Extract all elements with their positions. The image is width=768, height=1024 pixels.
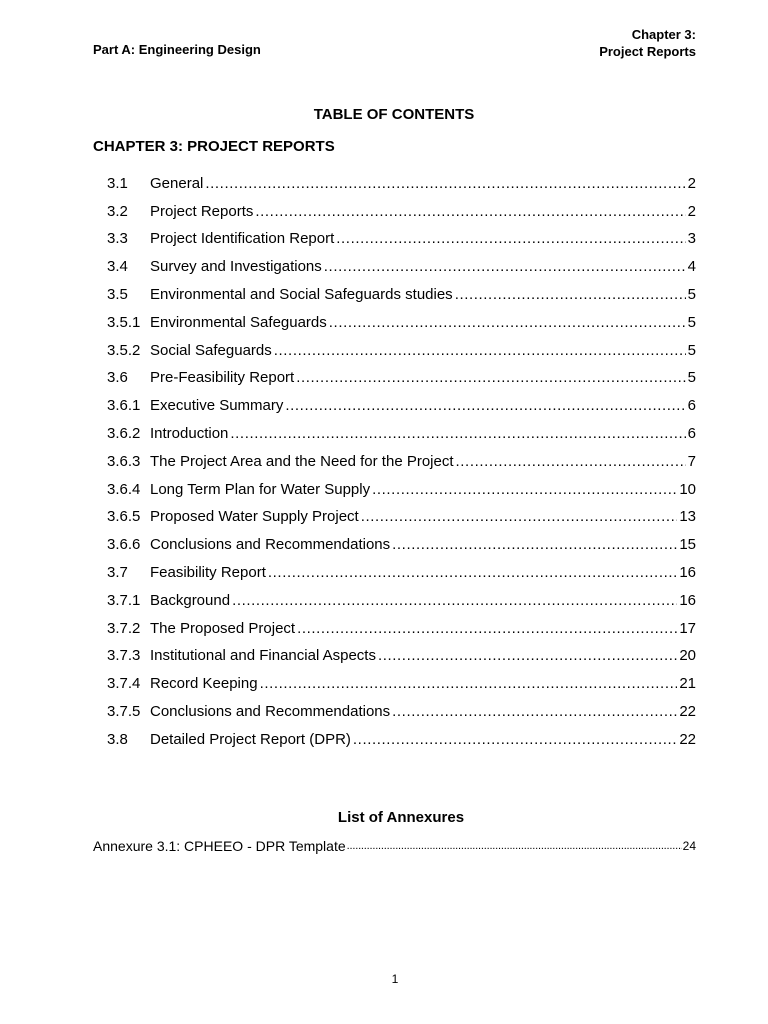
toc-entry-number: 3.8 bbox=[107, 730, 128, 748]
toc-entry[interactable] bbox=[107, 529, 696, 557]
toc-entry-number: 3.6.3 bbox=[107, 452, 141, 470]
header-chapter-title bbox=[599, 26, 696, 60]
toc-entry-number: 3.6.5 bbox=[107, 508, 141, 526]
toc-entry-number: 3.4 bbox=[107, 258, 128, 276]
toc-entry-label[interactable]: Conclusions and Recommendations bbox=[150, 536, 391, 554]
toc-entry-number: 3.5 bbox=[107, 285, 128, 303]
dot-leader bbox=[268, 561, 677, 585]
toc-entry-page-number: 6 bbox=[687, 397, 696, 415]
toc-entry[interactable] bbox=[107, 390, 696, 418]
toc-entry-label[interactable]: Survey and Investigations bbox=[150, 258, 322, 276]
toc-entry-label[interactable]: The Project Area and the Need for the Project bbox=[150, 452, 454, 470]
toc-entry[interactable] bbox=[107, 196, 696, 224]
toc-entry[interactable] bbox=[107, 724, 696, 752]
toc-entry-number: 3.7 bbox=[107, 563, 128, 581]
toc-entry-label[interactable]: General bbox=[150, 174, 204, 192]
annexures-title: List of Annexures bbox=[337, 809, 465, 826]
dot-leader bbox=[296, 366, 685, 390]
toc-entry-label[interactable]: Background bbox=[150, 591, 231, 609]
toc-entry-number: 3.5.2 bbox=[107, 341, 141, 359]
toc-entry-page-number: 20 bbox=[679, 647, 696, 665]
page-number: 1 bbox=[391, 972, 399, 986]
toc-entry[interactable] bbox=[107, 557, 696, 585]
toc-entry-label[interactable]: The Proposed Project bbox=[150, 619, 296, 637]
dot-leader bbox=[392, 700, 677, 724]
toc-entry-number: 3.6.1 bbox=[107, 397, 141, 415]
toc-entry-page-number: 16 bbox=[679, 563, 696, 581]
toc-entry[interactable] bbox=[107, 307, 696, 335]
dot-leader bbox=[297, 617, 677, 641]
toc-entry-label[interactable]: Environmental Safeguards bbox=[150, 313, 327, 331]
toc-title: TABLE OF CONTENTS bbox=[313, 106, 475, 123]
toc-entry-page-number: 21 bbox=[679, 675, 696, 693]
toc-entry[interactable] bbox=[107, 224, 696, 252]
toc-entry[interactable] bbox=[107, 251, 696, 279]
toc-entry-label[interactable]: Institutional and Financial Aspects bbox=[150, 647, 376, 665]
toc-entry-number: 3.7.3 bbox=[107, 647, 141, 665]
toc-entry-page-number: 10 bbox=[679, 480, 696, 498]
toc-entry-number: 3.7.1 bbox=[107, 591, 141, 609]
toc-entry[interactable] bbox=[107, 474, 696, 502]
toc-entry-label[interactable]: Executive Summary bbox=[150, 397, 284, 415]
toc-entry-label[interactable]: Social Safeguards bbox=[150, 341, 272, 359]
toc-list bbox=[107, 168, 696, 752]
dot-leader bbox=[392, 533, 677, 557]
dot-leader bbox=[456, 450, 686, 474]
annexure-entry[interactable] bbox=[93, 836, 696, 856]
dot-leader bbox=[232, 589, 677, 613]
toc-entry-label[interactable]: Feasibility Report bbox=[150, 563, 266, 581]
dot-leader bbox=[260, 672, 678, 696]
toc-entry-page-number: 5 bbox=[687, 313, 696, 331]
chapter-heading: CHAPTER 3: PROJECT REPORTS bbox=[93, 138, 335, 155]
toc-entry-label[interactable]: Project Reports bbox=[150, 202, 254, 220]
toc-entry-page-number: 7 bbox=[687, 452, 696, 470]
toc-entry-number: 3.1 bbox=[107, 174, 128, 192]
dot-leader bbox=[205, 172, 685, 196]
dot-leader bbox=[285, 394, 685, 418]
toc-entry-page-number: 5 bbox=[687, 341, 696, 359]
dot-leader bbox=[455, 283, 686, 307]
toc-entry-page-number: 17 bbox=[679, 619, 696, 637]
toc-entry[interactable] bbox=[107, 613, 696, 641]
toc-entry-number: 3.7.4 bbox=[107, 675, 141, 693]
toc-entry-number: 3.2 bbox=[107, 202, 128, 220]
toc-entry-number: 3.6 bbox=[107, 369, 128, 387]
toc-entry-number: 3.7.2 bbox=[107, 619, 141, 637]
dot-leader bbox=[329, 311, 686, 335]
toc-entry-number: 3.3 bbox=[107, 230, 128, 248]
toc-entry-label[interactable]: Introduction bbox=[150, 424, 229, 442]
toc-entry-page-number: 2 bbox=[687, 174, 696, 192]
toc-entry-page-number: 6 bbox=[687, 424, 696, 442]
toc-entry-page-number: 22 bbox=[679, 730, 696, 748]
dot-leader bbox=[378, 644, 677, 668]
toc-entry-label[interactable]: Environmental and Social Safeguards studies bbox=[150, 285, 453, 303]
toc-entry-label[interactable]: Long Term Plan for Water Supply bbox=[150, 480, 371, 498]
toc-entry-number: 3.5.1 bbox=[107, 313, 141, 331]
annexure-page-number: 24 bbox=[682, 839, 696, 853]
toc-entry-page-number: 4 bbox=[687, 258, 696, 276]
toc-entry[interactable] bbox=[107, 696, 696, 724]
dot-leader bbox=[347, 836, 682, 856]
annexure-label[interactable]: Annexure 3.1: CPHEEO - DPR Template bbox=[93, 838, 346, 854]
toc-entry[interactable] bbox=[107, 585, 696, 613]
toc-entry-label[interactable]: Proposed Water Supply Project bbox=[150, 508, 359, 526]
toc-entry-label[interactable]: Detailed Project Report (DPR) bbox=[150, 730, 351, 748]
dot-leader bbox=[230, 422, 685, 446]
toc-entry-page-number: 15 bbox=[679, 536, 696, 554]
toc-entry[interactable] bbox=[107, 668, 696, 696]
toc-entry[interactable] bbox=[107, 418, 696, 446]
toc-entry[interactable] bbox=[107, 363, 696, 391]
toc-entry-page-number: 2 bbox=[687, 202, 696, 220]
toc-entry-page-number: 5 bbox=[687, 285, 696, 303]
dot-leader bbox=[361, 505, 678, 529]
dot-leader bbox=[336, 227, 685, 251]
toc-entry-page-number: 22 bbox=[679, 702, 696, 720]
toc-entry-page-number: 13 bbox=[679, 508, 696, 526]
header-part-title: Part A: Engineering Design bbox=[93, 42, 261, 57]
toc-entry-number: 3.7.5 bbox=[107, 702, 141, 720]
toc-entry-label[interactable]: Conclusions and Recommendations bbox=[150, 702, 391, 720]
toc-entry[interactable] bbox=[107, 335, 696, 363]
toc-entry[interactable] bbox=[107, 446, 696, 474]
toc-entry-page-number: 3 bbox=[687, 230, 696, 248]
toc-entry-page-number: 16 bbox=[679, 591, 696, 609]
dot-leader bbox=[324, 255, 686, 279]
toc-entry[interactable] bbox=[107, 502, 696, 530]
toc-entry-page-number: 5 bbox=[687, 369, 696, 387]
header-chapter-number: Chapter 3: bbox=[631, 27, 696, 42]
dot-leader bbox=[274, 339, 686, 363]
toc-entry-number: 3.6.4 bbox=[107, 480, 141, 498]
dot-leader bbox=[255, 200, 685, 224]
toc-entry-label[interactable]: Record Keeping bbox=[150, 675, 258, 693]
toc-entry[interactable] bbox=[107, 168, 696, 196]
toc-entry[interactable] bbox=[107, 279, 696, 307]
toc-entry-label[interactable]: Pre-Feasibility Report bbox=[150, 369, 295, 387]
header-chapter-name: Project Reports bbox=[599, 44, 696, 59]
toc-entry-number: 3.6.2 bbox=[107, 424, 141, 442]
dot-leader bbox=[353, 728, 677, 752]
toc-entry[interactable] bbox=[107, 641, 696, 669]
toc-entry-number: 3.6.6 bbox=[107, 536, 141, 554]
toc-entry-label[interactable]: Project Identification Report bbox=[150, 230, 335, 248]
dot-leader bbox=[372, 478, 677, 502]
